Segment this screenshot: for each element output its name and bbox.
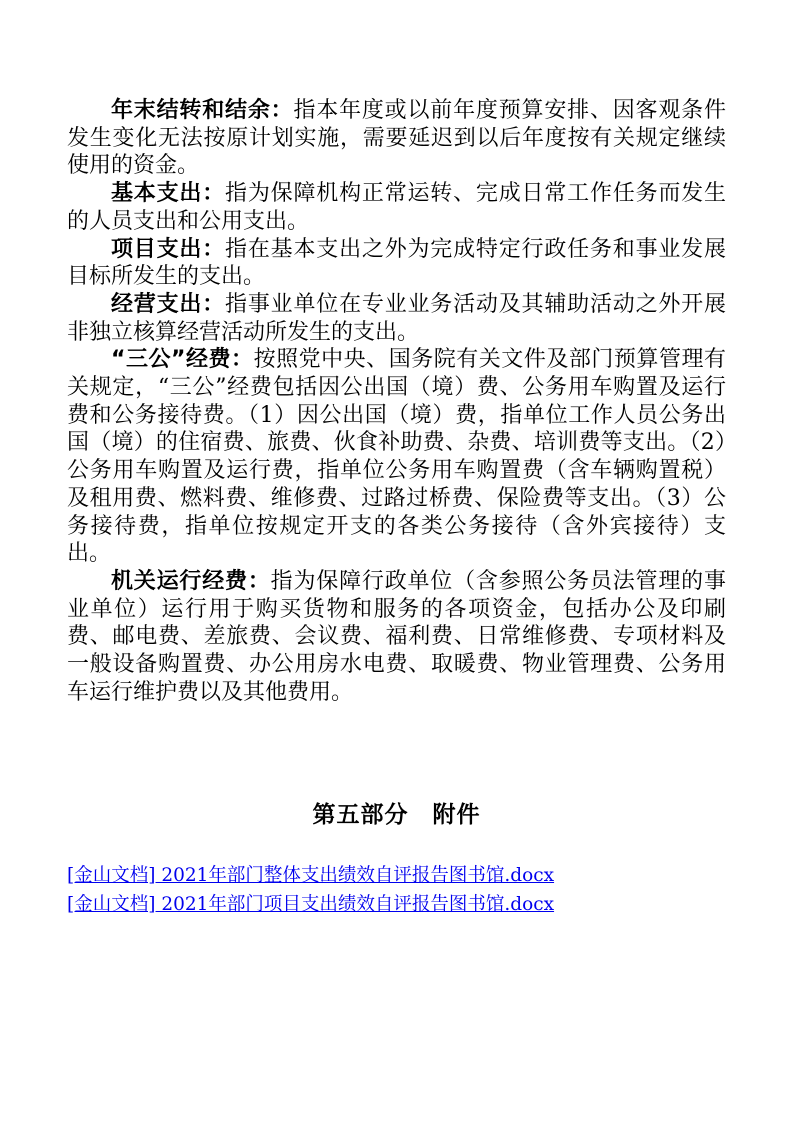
paragraph-three-public-funds — [67, 346, 726, 568]
attachment-link-overall-expenditure-report[interactable]: [金山文档] 2021年部门整体支出绩效自评报告图书馆.docx — [67, 865, 555, 887]
term-label-agency-operating-funds: 机关运行经费： — [111, 568, 271, 594]
page-content — [67, 97, 726, 919]
term-label-project-expenditure: 项目支出： — [111, 236, 226, 262]
section-heading-part-five: 第五部分 附件 — [312, 802, 481, 829]
term-label-three-public-funds: “三公”经费： — [111, 347, 254, 373]
paragraph-year-end-carryover — [67, 97, 726, 180]
paragraph-basic-expenditure — [67, 180, 726, 235]
attachments-list — [67, 862, 726, 919]
term-definition-project-expenditure: 指在基本支出之外为完成特定行政任务和事业发展目标所发生的支出。 — [67, 236, 726, 290]
term-label-basic-expenditure: 基本支出： — [111, 181, 226, 207]
term-label-year-end-carryover: 年末结转和结余： — [111, 98, 294, 123]
term-definition-operating-expenditure: 指事业单位在专业业务活动及其辅助活动之外开展非独立核算经营活动所发生的支出。 — [67, 291, 726, 345]
paragraph-project-expenditure — [67, 236, 726, 291]
term-definition-year-end-carryover: 指本年度或以前年度预算安排、因客观条件发生变化无法按原计划实施，需要延迟到以后年度按有关规定继续使用的资金。 — [67, 98, 726, 179]
paragraph-agency-operating-funds — [67, 568, 726, 707]
term-definition-basic-expenditure: 指为保障机构正常运转、完成日常工作任务而发生的人员支出和公用支出。 — [67, 181, 726, 234]
attachment-link-project-expenditure-report[interactable]: [金山文档] 2021年部门项目支出绩效自评报告图书馆.docx — [67, 893, 555, 915]
term-definition-three-public-funds: 按照党中央、国务院有关文件及部门预算管理有关规定，“三公”经费包括因公出国（境）费、公务用车购置及运行费和公务接待费。（1）因公出国（境）费，指单位工作人员公务出国（境）的住宿费、旅费、伙食补助费、杂费、培训费等支出。（2）公务用车购置及运行费，指单位公务用车购置费（含车辆购置税）及租用费、燃料费、维修费、过路过桥费、保险费等支出。（3）公务接待费，指单位按规定开支的各类公务接待（含外宾接待）支出。 — [67, 347, 726, 567]
paragraph-operating-expenditure — [67, 291, 726, 346]
term-definition-agency-operating-funds: 指为保障行政单位（含参照公务员法管理的事业单位）运行用于购买货物和服务的各项资金，包括办公及印刷费、邮电费、差旅费、会议费、福利费、日常维修费、专项材料及一般设备购置费、办公用房水电费、取暖费、物业管理费、公务用车运行维护费以及其他费用。 — [67, 568, 726, 705]
term-label-operating-expenditure: 经营支出： — [111, 291, 226, 317]
